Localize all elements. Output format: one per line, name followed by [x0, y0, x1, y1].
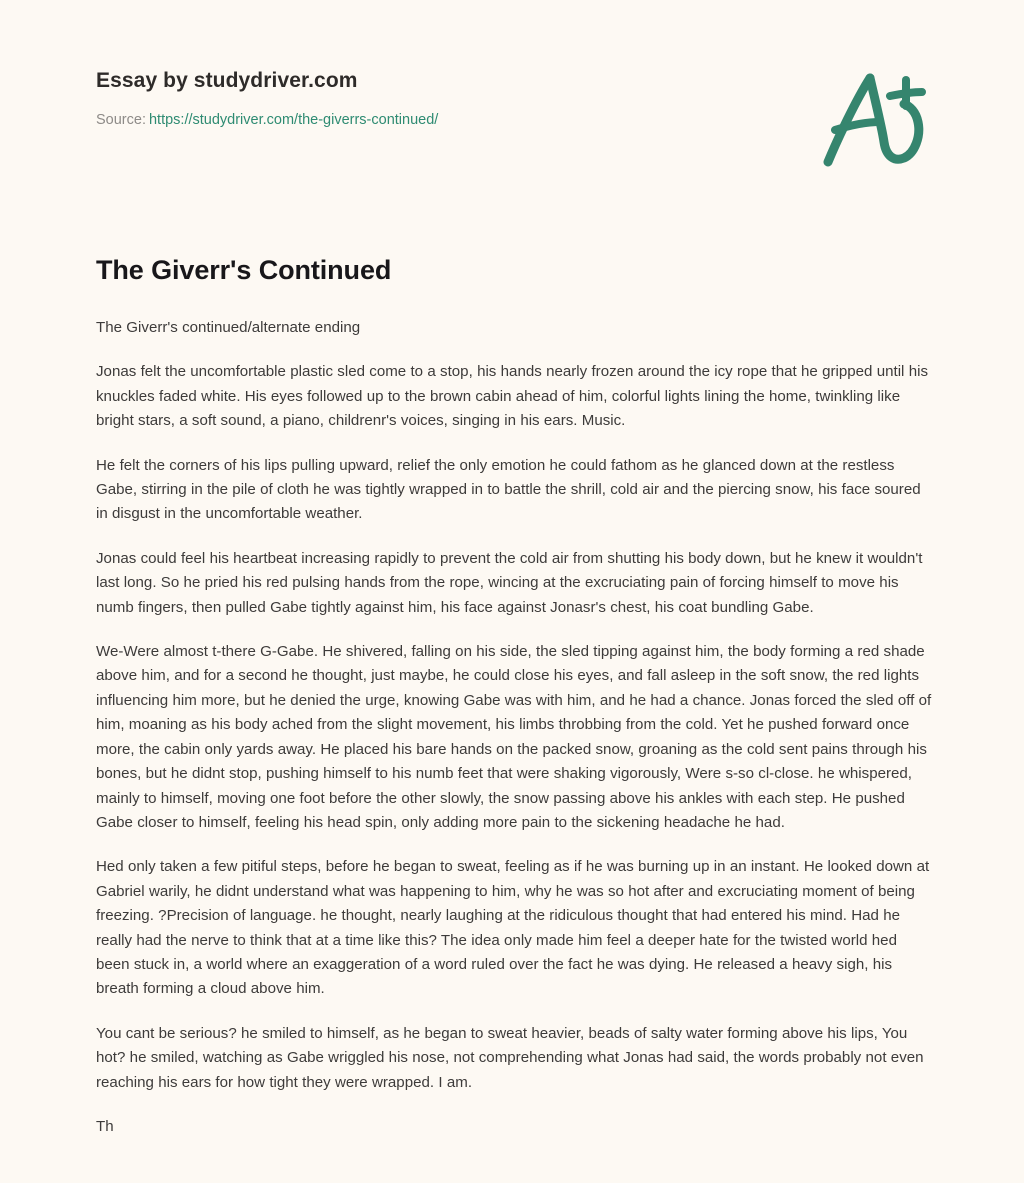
paragraph: Jonas could feel his heartbeat increasing rapidly to prevent the cold air from shutting his body down, but he knew it wouldn't last long. So he pried his red pulsing hands from the rope, wincing at the excruciating pain of forcing himself to move his numb fingers, then pulled Gabe tightly against him, his face against Jonasr's chest, his coat bundling Gabe. [96, 549, 923, 616]
paragraph: You cant be serious? he smiled to himself, as he began to sweat heavier, beads of salty water forming above his lips, You hot? he smiled, watching as Gabe wriggled his nose, not comprehending what Jonas had said, the words probably not even reaching his ears for how tight they were wrapped. I am. [96, 1024, 924, 1091]
source-url-link[interactable]: https://studydriver.com/the-giverrs-continued/ [148, 112, 439, 128]
a-plus-logo-icon [818, 68, 934, 168]
source-label: Source: [96, 112, 146, 128]
source-line [96, 110, 438, 130]
paragraph: The Giverr's continued/alternate ending [96, 319, 361, 336]
article-body [96, 316, 932, 1139]
paragraph: He felt the corners of his lips pulling upward, relief the only emotion he could fathom as he glanced down at the restless Gabe, stirring in the pile of cloth he was tightly wrapped in to battle the shrill, cold air and the piercing snow, his face soured in disgust in the uncomfortable weather. [96, 456, 921, 523]
paragraph: Hed only taken a few pitiful steps, before he began to sweat, feeling as if he was burning up in an instant. He looked down at Gabriel warily, he didnt understand what was happening to him, why he was so hot after and excruciating moment of being freezing. ?Precision of language. he thought, nearly laughing at the ridiculous thought that had entered his mind. Had he really had the nerve to think that at a time like this? The idea only made him feel a deeper hate for the twisted world hed been stuck in, a world where an exaggeration of a word ruled over the fact he was dying. He released a heavy sigh, his breath forming a cloud above him. [96, 858, 930, 998]
header-text-block [96, 66, 438, 130]
page-header [0, 0, 1024, 200]
paragraph: Jonas felt the uncomfortable plastic sled come to a stop, his hands nearly frozen around the icy rope that he gripped until his knuckles faded white. His eyes followed up to the brown cabin ahead of him, colorful lights lining the home, twinkling like bright stars, a soft sound, a piano, childrenr's voices, singing in his ears. Music. [96, 363, 929, 430]
essay-by-heading: Essay by studydriver.com [96, 69, 358, 92]
page-title: The Giverr's Continued [96, 255, 392, 285]
paragraph: We-Were almost t-there G-Gabe. He shivered, falling on his side, the sled tipping against him, the body forming a red shade above him, and for a second he thought, just maybe, he could close his eyes, and fall asleep in the soft snow, the red lights influencing him more, but he denied the urge, knowing Gabe was with him, and he had a chance. Jonas forced the sled off of him, moaning as his body ached from the slight movement, his limbs throbbing from the cold. Yet he pushed forward once more, the cabin only yards away. He placed his bare hands on the packed snow, groaning as the cold sent pains through his bones, but he didnt stop, pushing himself to his numb feet that were shaking vigorously, Were s-so cl-close. he whispered, mainly to himself, moving one foot before the other slowly, the snow passing above his ankles with each step. He pushed Gabe closer to himself, feeling his head spin, only adding more pain to the sickening headache he had. [96, 643, 932, 831]
paragraph-truncated: Th [96, 1117, 114, 1135]
article-container [96, 252, 932, 1139]
